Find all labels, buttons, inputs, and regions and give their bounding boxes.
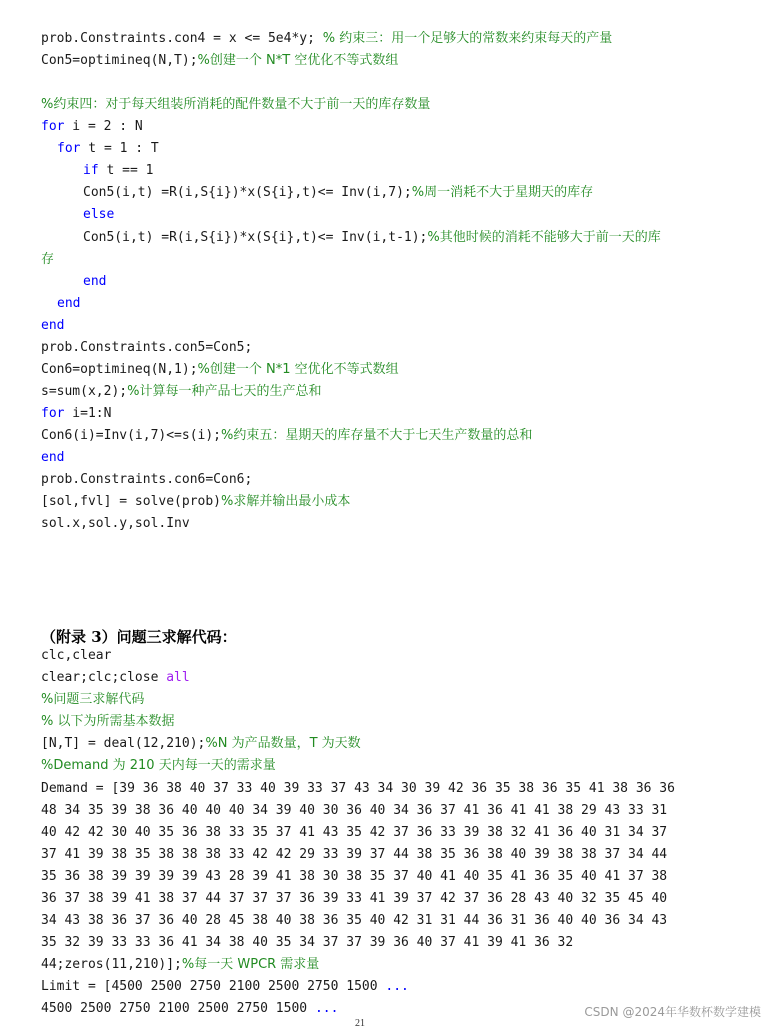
code-line — [41, 384, 321, 400]
code-line — [41, 692, 144, 708]
code-line — [41, 516, 190, 532]
code-text: Con6=optimineq(N,1); — [41, 362, 198, 377]
code-line — [41, 340, 252, 356]
code-text: i=1:N — [64, 406, 112, 421]
code-line — [41, 450, 64, 466]
code-text: prob.Constraints.con5=Con5; — [41, 340, 253, 355]
appendix-heading: （附录 3）问题三求解代码： — [41, 628, 237, 646]
code-text: 36 37 38 39 41 38 37 44 37 37 37 36 39 33 41 39 37 42 37 36 28 43 40 32 35 45 40 — [41, 891, 668, 906]
code-line — [41, 869, 667, 885]
code-comment: % 以下为所需基本数据 — [41, 714, 175, 729]
code-line — [83, 207, 114, 223]
code-comment: %其他时候的消耗不能够大于前一天的库 — [427, 230, 661, 245]
code-text: clear;clc;close — [41, 670, 167, 685]
code-line — [41, 362, 399, 378]
code-line — [41, 714, 175, 730]
code-keyword: for — [41, 406, 65, 421]
code-text: 34 43 38 36 37 36 40 28 45 38 40 38 36 35 40 42 31 31 44 36 31 36 40 40 36 34 43 — [41, 913, 668, 928]
code-line — [41, 53, 398, 69]
code-text: t == 1 — [98, 163, 154, 178]
code-line — [41, 758, 276, 774]
code-text: 35 32 39 33 33 36 41 34 38 40 35 34 37 37 39 36 40 37 41 39 41 36 32 — [41, 935, 574, 950]
code-line — [41, 891, 667, 907]
code-comment: % 约束三：用一个足够大的常数来约束每天的产量 — [322, 31, 613, 46]
code-line — [83, 185, 593, 201]
code-line — [57, 296, 80, 312]
code-text: sol.x,sol.y,sol.Inv — [41, 516, 190, 531]
code-line — [41, 31, 612, 47]
code-continuation: ... — [385, 979, 409, 994]
code-text: clc,clear — [41, 648, 112, 663]
code-line — [41, 825, 667, 841]
code-line — [41, 119, 143, 135]
code-line — [41, 428, 532, 444]
code-line — [41, 736, 361, 752]
code-keyword: end — [41, 318, 65, 333]
code-comment: 存 — [41, 252, 55, 267]
code-comment: %问题三求解代码 — [41, 692, 145, 707]
code-line — [41, 957, 319, 973]
code-line — [41, 97, 430, 113]
code-line — [83, 163, 153, 179]
code-line — [41, 935, 573, 951]
code-keyword: else — [83, 207, 115, 222]
page-number: 21 — [355, 1018, 365, 1029]
code-text: Con6(i)=Inv(i,7)<=s(i); — [41, 428, 222, 443]
code-line — [41, 1001, 338, 1017]
code-line — [83, 274, 106, 290]
code-text: 40 42 42 30 40 35 36 38 33 35 37 41 43 35 42 37 36 33 39 38 32 41 36 40 31 34 37 — [41, 825, 668, 840]
code-keyword: for — [57, 141, 81, 156]
code-line — [41, 472, 252, 488]
code-comment: %约束四：对于每天组装所消耗的配件数量不大于前一天的库存数量 — [41, 97, 431, 112]
code-line — [41, 494, 350, 510]
code-line — [41, 781, 675, 797]
code-line — [41, 847, 667, 863]
code-text: i = 2 : N — [64, 119, 143, 134]
code-comment: %计算每一种产品七天的生产总和 — [127, 384, 322, 399]
code-text: s=sum(x,2); — [41, 384, 128, 399]
code-string: all — [166, 670, 190, 685]
code-comment: %求解并输出最小成本 — [221, 494, 351, 509]
code-line — [57, 141, 159, 157]
code-line — [41, 252, 54, 268]
code-line — [41, 648, 111, 664]
code-text: Con5=optimineq(N,T); — [41, 53, 198, 68]
code-keyword: if — [83, 163, 99, 178]
code-comment: %周一消耗不大于星期天的库存 — [411, 185, 594, 200]
code-keyword: end — [83, 274, 107, 289]
code-comment: %创建一个 N*1 空优化不等式数组 — [197, 362, 399, 377]
code-text: 48 34 35 39 38 36 40 40 40 34 39 40 30 36 40 34 36 37 41 36 41 41 38 29 43 33 31 — [41, 803, 668, 818]
code-comment: %约束五：星期天的库存量不大于七天生产数量的总和 — [221, 428, 533, 443]
code-comment: %每一天 WPCR 需求量 — [181, 957, 320, 972]
code-text: [N,T] = deal(12,210); — [41, 736, 206, 751]
code-line — [41, 803, 667, 819]
csdn-watermark: CSDN @2024年华数杯数学建模 — [584, 1005, 761, 1019]
code-keyword: for — [41, 119, 65, 134]
code-text: Con5(i,t) =R(i,S{i})*x(S{i},t)<= Inv(i,t-1); — [83, 230, 428, 245]
code-text: 4500 2500 2750 2100 2500 2750 1500 — [41, 1001, 315, 1016]
code-comment: %创建一个 N*T 空优化不等式数组 — [197, 53, 399, 68]
code-text: [sol,fvl] = solve(prob) — [41, 494, 222, 509]
code-comment: %N 为产品数量，T 为天数 — [205, 736, 361, 751]
code-line — [41, 913, 667, 929]
code-text: prob.Constraints.con6=Con6; — [41, 472, 253, 487]
code-text: Con5(i,t) =R(i,S{i})*x(S{i},t)<= Inv(i,7); — [83, 185, 412, 200]
code-text: t = 1 : T — [80, 141, 159, 156]
code-line — [41, 406, 111, 422]
code-text: prob.Constraints.con4 = x <= 5e4*y; — [41, 31, 323, 46]
code-line — [41, 979, 409, 995]
code-continuation: ... — [314, 1001, 339, 1016]
code-line — [41, 670, 190, 686]
code-text: 37 41 39 38 35 38 38 38 33 42 42 29 33 39 37 44 38 35 36 38 40 39 38 38 37 34 44 — [41, 847, 668, 862]
code-comment: %Demand 为 210 天内每一天的需求量 — [41, 758, 276, 773]
code-text: 35 36 38 39 39 39 39 43 28 39 41 38 30 38 35 37 40 41 40 35 41 36 35 40 41 37 38 — [41, 869, 668, 884]
code-keyword: end — [57, 296, 81, 311]
code-text: Demand = [39 36 38 40 37 33 40 39 33 37 43 34 30 39 42 36 35 38 36 35 41 38 36 36 — [41, 781, 675, 796]
code-text: 44;zeros(11,210)]; — [41, 957, 182, 972]
code-text: Limit = [4500 2500 2750 2100 2500 2750 1500 — [41, 979, 386, 994]
code-line — [41, 318, 64, 334]
code-line — [83, 230, 661, 246]
code-keyword: end — [41, 450, 65, 465]
